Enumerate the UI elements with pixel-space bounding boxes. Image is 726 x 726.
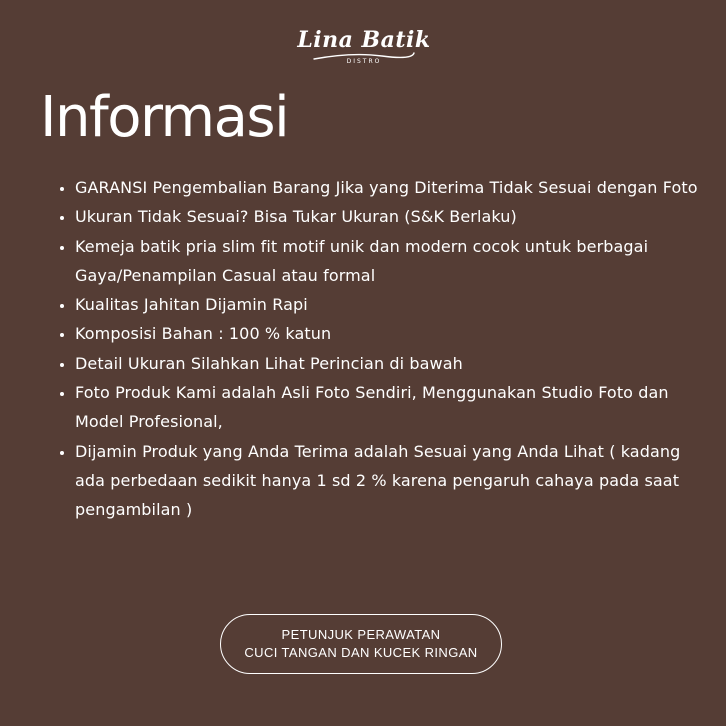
info-item-warranty: • GARANSI Pengembalian Barang Jika yang Diterima Tidak Sesuai dengan Foto bbox=[75, 173, 715, 202]
brand-logo bbox=[296, 26, 432, 72]
info-item-stitching: • Kualitas Jahitan Dijamin Rapi bbox=[75, 290, 715, 319]
logo-swoosh-icon bbox=[312, 50, 416, 62]
info-item-description: • Kemeja batik pria slim fit motif unik dan modern cocok untuk berbagai Gaya/Penampilan Casual atau formal bbox=[75, 232, 715, 291]
info-item-guarantee: • Dijamin Produk yang Anda Terima adalah Sesuai yang Anda Lihat ( kadang ada perbedaan sedikit hanya 1 sd 2 % karena pengaruh cahaya pada saat pengambilan ) bbox=[75, 437, 715, 525]
care-title: PETUNJUK PERAWATAN bbox=[281, 627, 441, 642]
info-item-size-detail: • Detail Ukuran Silahkan Lihat Perincian di bawah bbox=[75, 349, 715, 378]
page-title: Informasi bbox=[40, 85, 289, 150]
brand-name: Lina Batik bbox=[297, 27, 431, 53]
info-list bbox=[58, 173, 715, 525]
brand-subtitle: DISTRO bbox=[346, 58, 382, 65]
info-item-size-exchange: • Ukuran Tidak Sesuai? Bisa Tukar Ukuran (S&K Berlaku) bbox=[75, 202, 715, 231]
info-item-photo: • Foto Produk Kami adalah Asli Foto Sendiri, Menggunakan Studio Foto dan Model Profesional, bbox=[75, 378, 715, 437]
info-item-material: • Komposisi Bahan : 100 % katun bbox=[75, 319, 715, 348]
care-instructions-badge bbox=[220, 614, 502, 674]
care-detail: CUCI TANGAN DAN KUCEK RINGAN bbox=[244, 645, 478, 660]
